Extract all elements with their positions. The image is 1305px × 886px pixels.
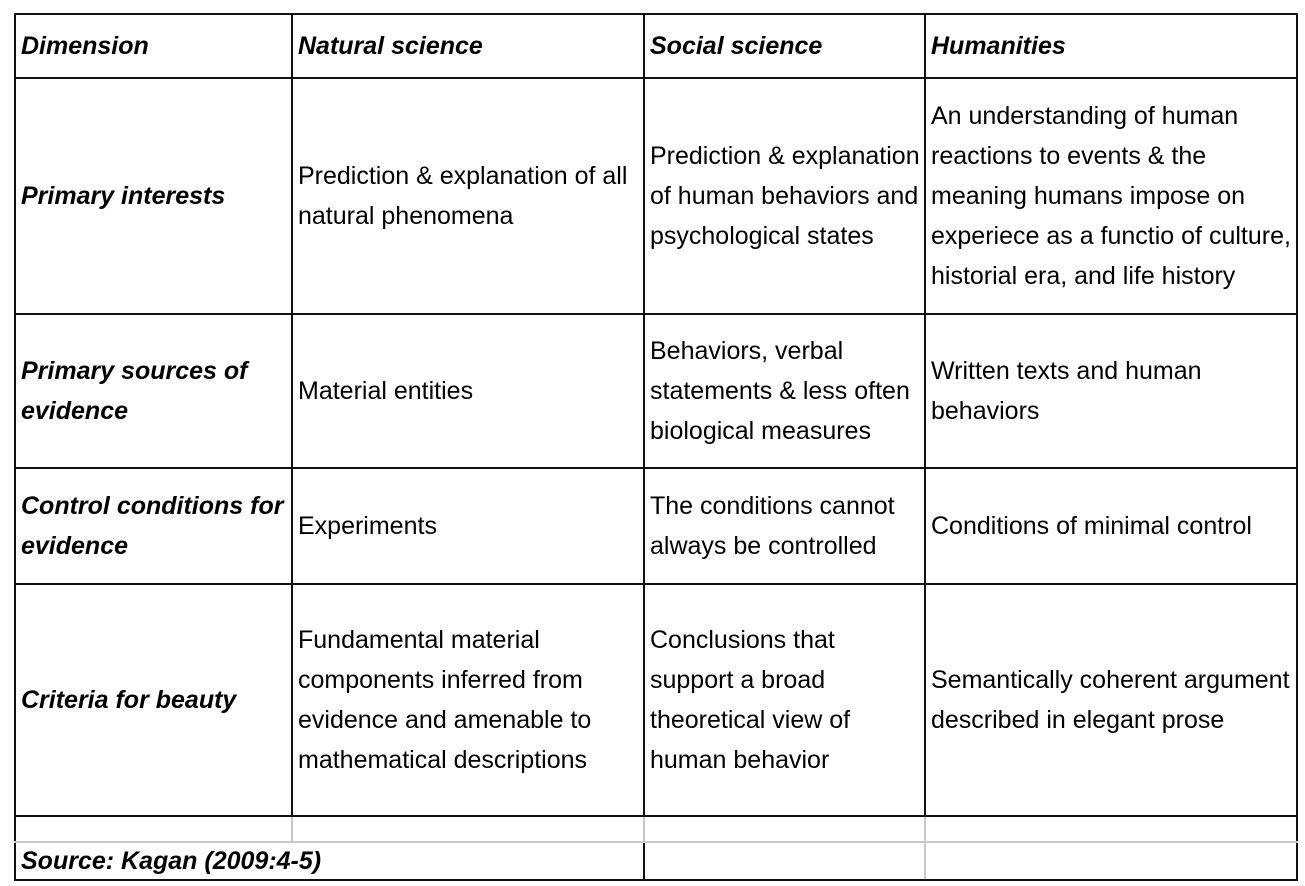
source-row [15, 842, 1297, 880]
empty-cell [644, 842, 925, 880]
empty-cell [15, 816, 292, 842]
spacer-row [15, 816, 1297, 842]
natural-science-cell: Fundamental material components inferred from evidence and amenable to mathematical descriptions [292, 584, 644, 816]
social-science-cell: The conditions cannot always be controlled [644, 468, 925, 584]
social-science-cell: Prediction & explanation of human behaviors and psychological states [644, 78, 925, 314]
dimension-cell: Control conditions for evidence [15, 468, 292, 584]
humanities-cell: Written texts and human behaviors [925, 314, 1297, 468]
humanities-cell: Conditions of minimal control [925, 468, 1297, 584]
empty-cell [644, 816, 925, 842]
source-citation: Source: Kagan (2009:4-5) [15, 842, 644, 880]
header-row [15, 14, 1297, 78]
table-row [15, 584, 1297, 816]
natural-science-cell: Experiments [292, 468, 644, 584]
table-row [15, 314, 1297, 468]
header-social-science: Social science [644, 14, 925, 78]
social-science-cell: Conclusions that support a broad theoretical view of human behavior [644, 584, 925, 816]
humanities-cell: An understanding of human reactions to events & the meaning humans impose on experiece as a functio of culture, historial era, and life history [925, 78, 1297, 314]
table-row [15, 78, 1297, 314]
header-dimension: Dimension [15, 14, 292, 78]
table-row [15, 468, 1297, 584]
empty-cell [925, 816, 1297, 842]
dimension-cell: Criteria for beauty [15, 584, 292, 816]
dimension-cell: Primary sources of evidence [15, 314, 292, 468]
natural-science-cell: Material entities [292, 314, 644, 468]
dimension-cell: Primary interests [15, 78, 292, 314]
humanities-cell: Semantically coherent argument described in elegant prose [925, 584, 1297, 816]
empty-cell [292, 816, 644, 842]
social-science-cell: Behaviors, verbal statements & less often biological measures [644, 314, 925, 468]
natural-science-cell: Prediction & explanation of all natural phenomena [292, 78, 644, 314]
header-humanities: Humanities [925, 14, 1297, 78]
empty-cell [925, 842, 1297, 880]
header-natural-science: Natural science [292, 14, 644, 78]
comparison-table [14, 13, 1298, 881]
